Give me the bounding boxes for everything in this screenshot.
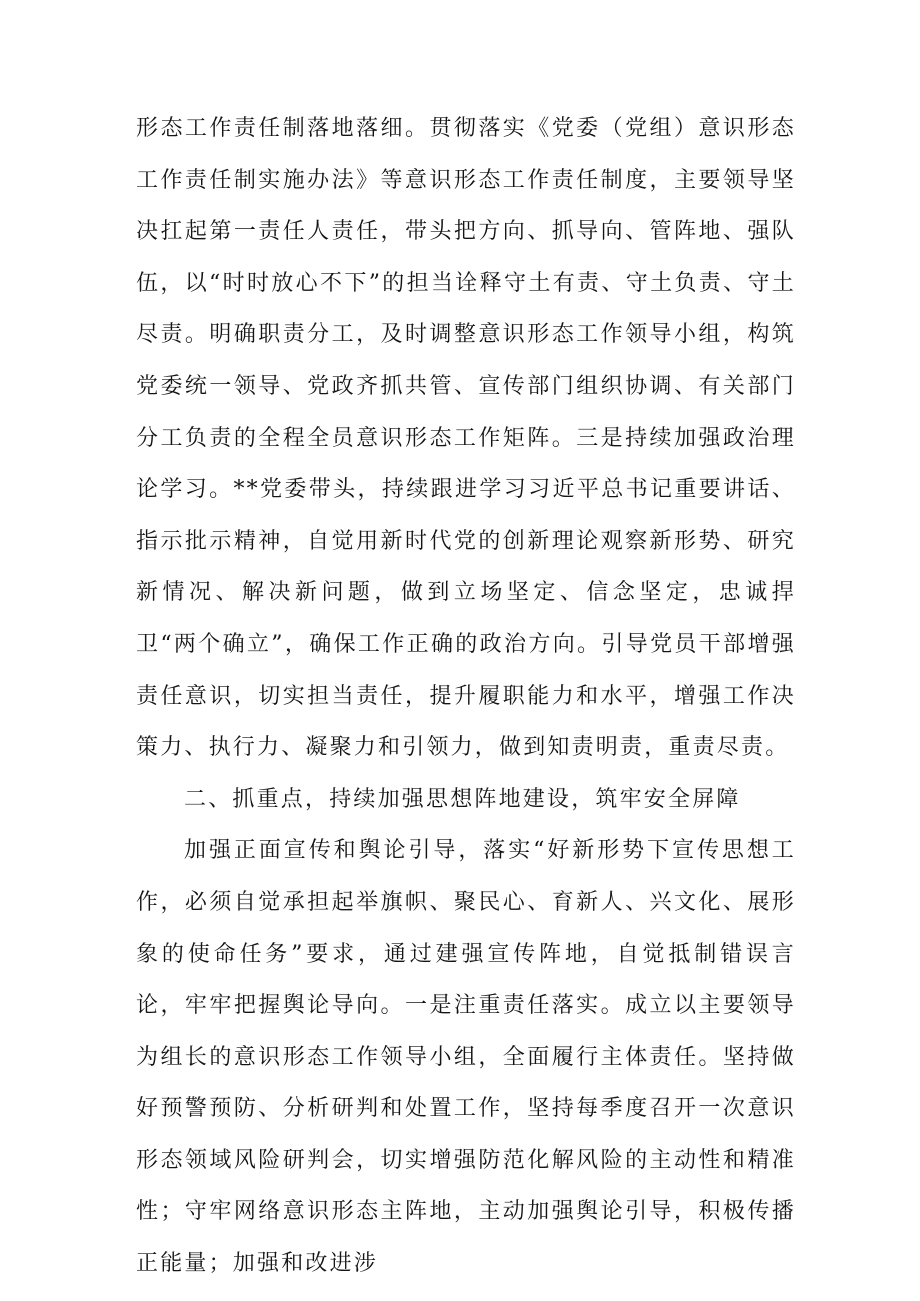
document-body bbox=[136, 103, 796, 1290]
section-heading: 二、抓重点，持续加强思想阵地建设，筑牢安全屏障 bbox=[184, 786, 741, 812]
body-paragraph: 加强正面宣传和舆论引导，落实“好新形势下宣传思想工作，必须自觉承担起举旗帜、聚民心、育新人、兴文化、展形象的使命任务”要求，通过建强宣传阵地，自觉抵制错误言论，牢牢把握舆论导向。一是注重责任落实。成立以主要领导为组长的意识形态工作领导小组，全面履行主体责任。坚持做好预警预防、分析研判和处置工作，坚持每季度召开一次意识形态领域风险研判会，切实增强防范化解风险的主动性和精准性；守牢网络意识形态主阵地，主动加强舆论引导，积极传播正能量；加强和改进涉 bbox=[136, 838, 796, 1277]
body-paragraph-continued: 形态工作责任制落地落细。贯彻落实《党委（党组）意识形态工作责任制实施办法》等意识形态工作责任制度，主要领导坚决扛起第一责任人责任，带头把方向、抓导向、管阵地、强队伍，以“时时放心不下”的担当诠释守土有责、守土负责、守土尽责。明确职责分工，及时调整意识形态工作领导小组，构筑党委统一领导、党政齐抓共管、宣传部门组织协调、有关部门分工负责的全程全员意识形态工作矩阵。三是持续加强政治理论学习。**党委带头，持续跟进学习习近平总书记重要讲话、指示批示精神，自觉用新时代党的创新理论观察新形势、研究新情况、解决新问题，做到立场坚定、信念坚定，忠诚捍卫“两个确立”，确保工作正确的政治方向。引导党员干部增强责任意识，切实担当责任，提升履职能力和水平，增强工作决策力、执行力、凝聚力和引领力，做到知责明责，重责尽责。 bbox=[136, 116, 796, 761]
